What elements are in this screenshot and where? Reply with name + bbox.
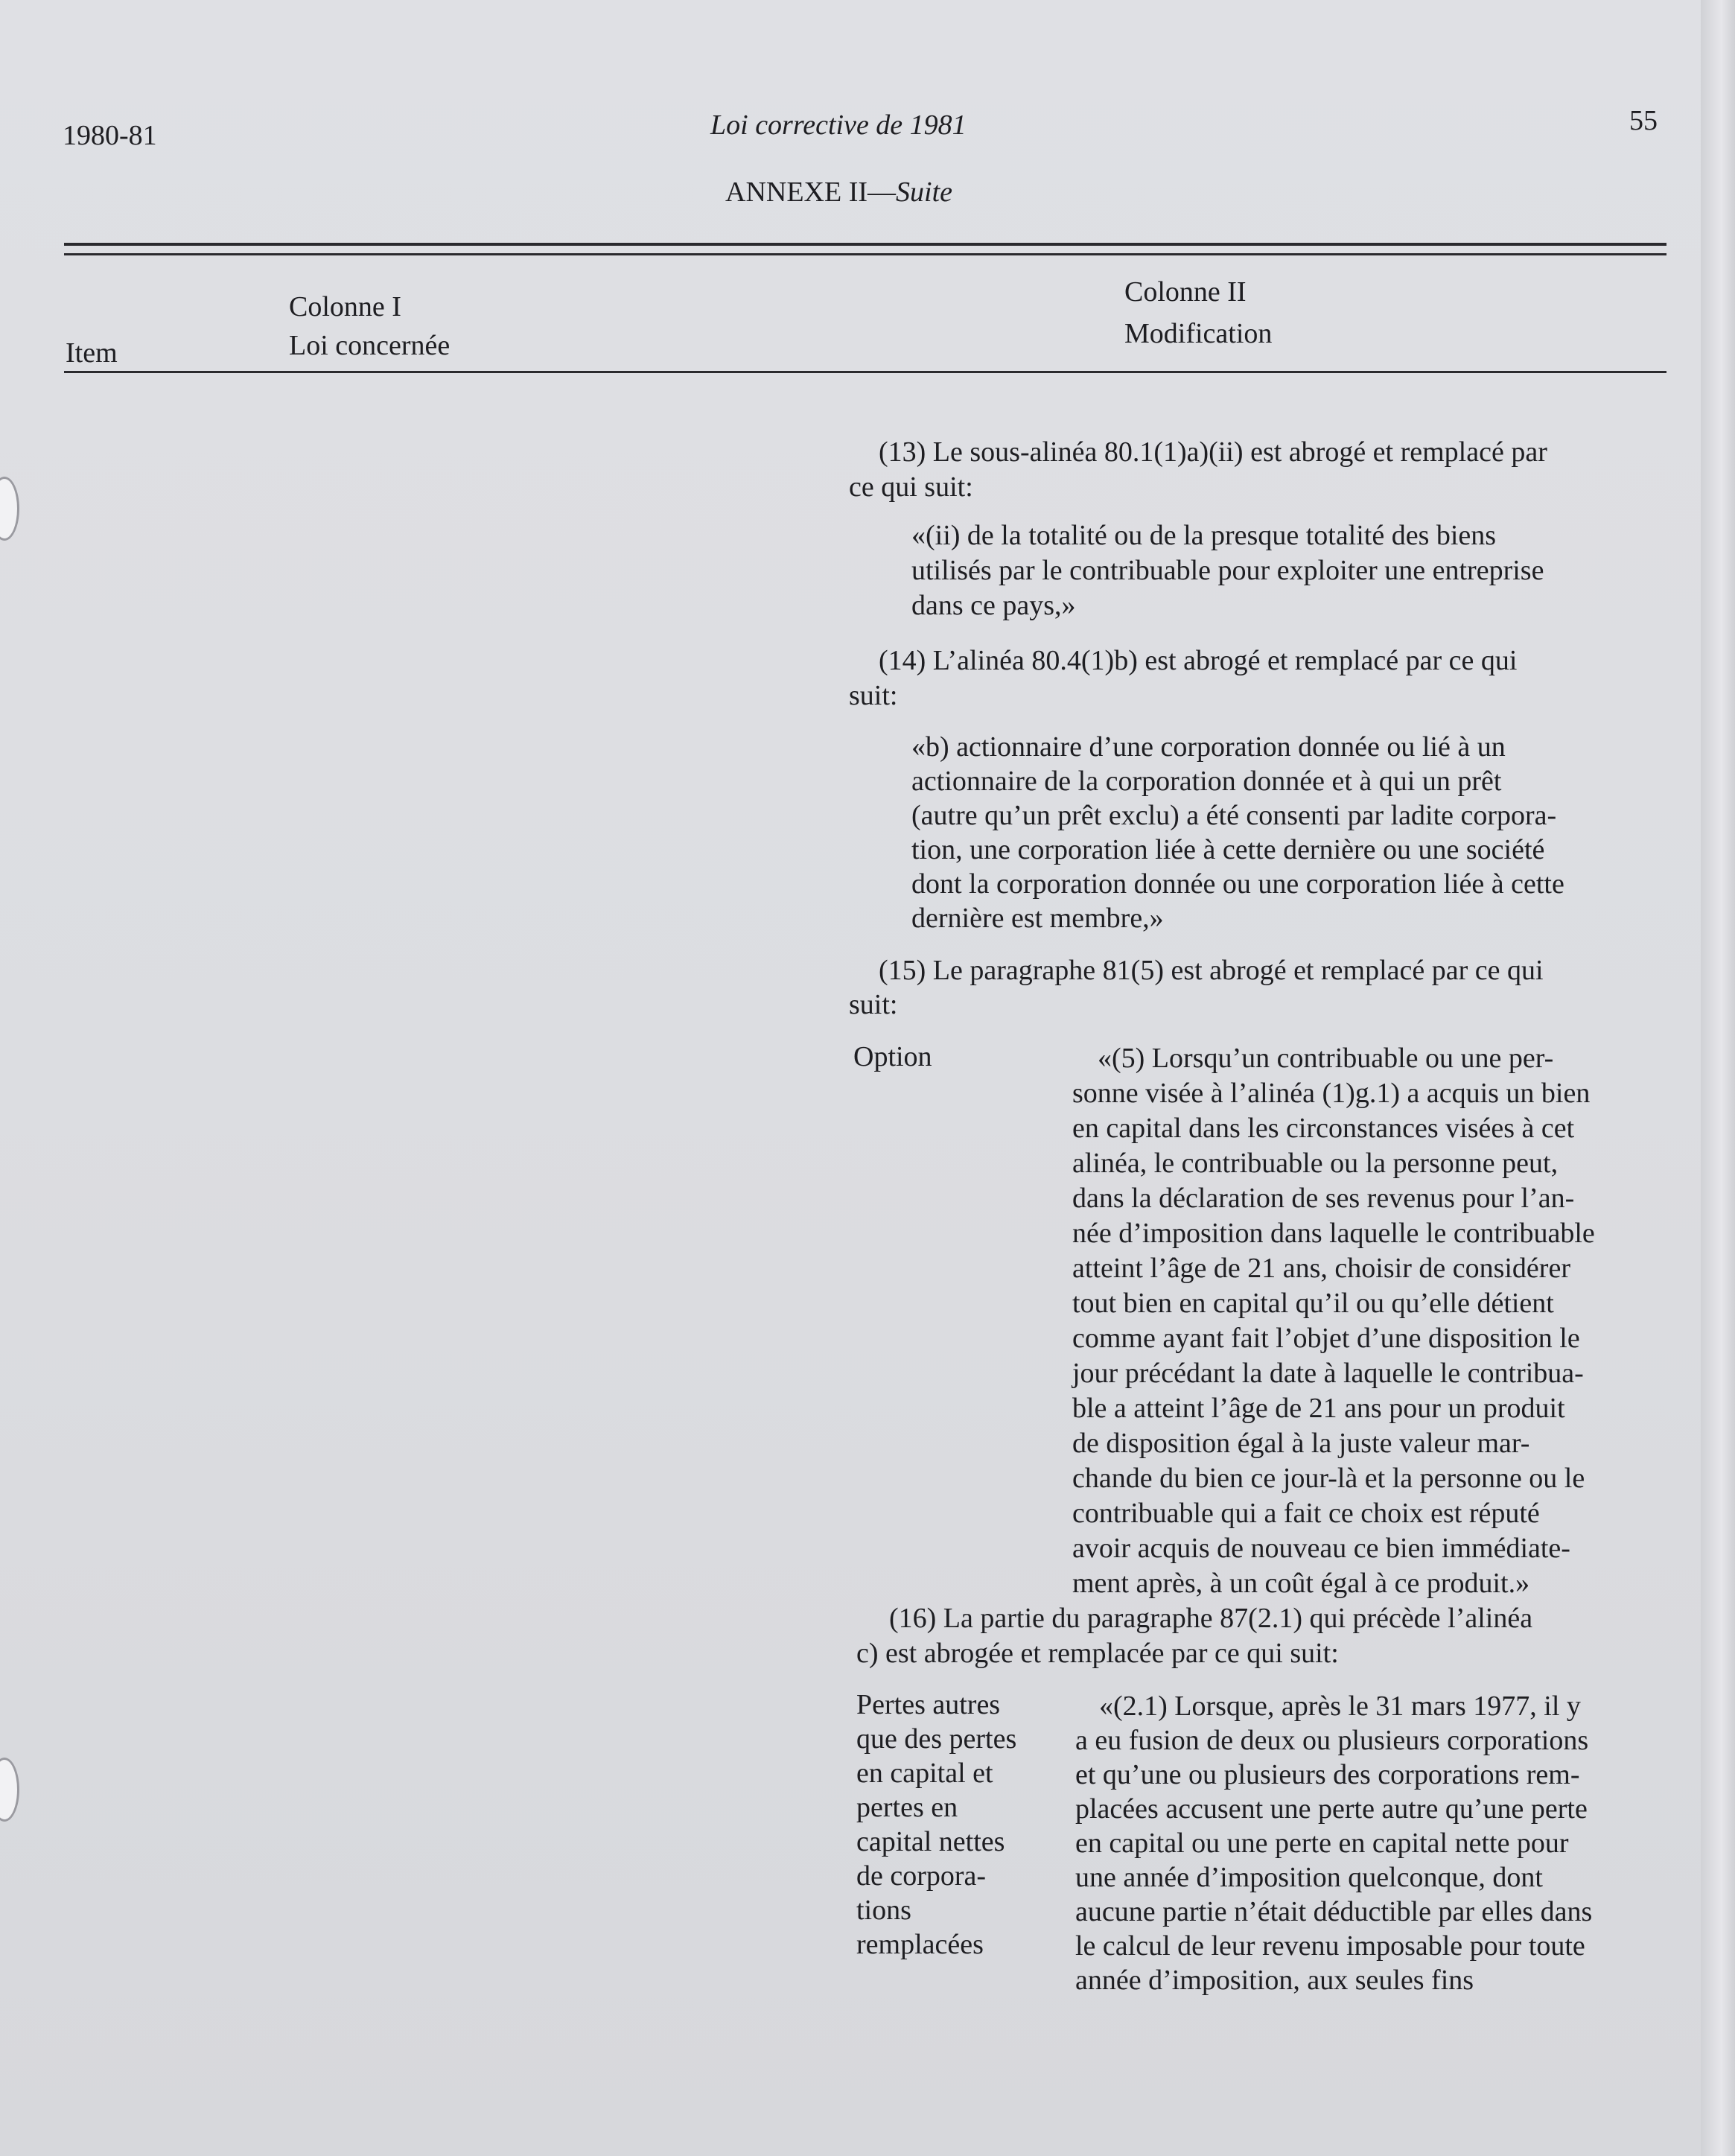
marginal-note-line: que des pertes <box>856 1723 1017 1755</box>
marginal-note-line: capital nettes <box>856 1826 1005 1857</box>
column-1-heading-line1: Colonne I <box>289 291 401 322</box>
page-edge <box>1701 0 1735 2156</box>
marginal-note-line: pertes en <box>856 1792 958 1823</box>
paragraph-14-body-line1: «b) actionnaire d’une corporation donnée ou lié à un <box>911 731 1506 763</box>
page-number: 55 <box>1629 105 1658 136</box>
paragraph-15-body-line: tout bien en capital qu’il ou qu’elle détient <box>1072 1288 1554 1319</box>
column-1-heading-line2: Loi concernée <box>289 330 451 361</box>
annex-heading-main: ANNEXE II— <box>725 177 897 208</box>
paragraph-15-body-line: avoir acquis de nouveau ce bien immédiate- <box>1072 1533 1570 1564</box>
marginal-note-line: en capital et <box>856 1758 993 1789</box>
paragraph-16-body-line: une année d’imposition quelconque, dont <box>1075 1862 1543 1893</box>
column-2-heading-line1: Colonne II <box>1124 276 1247 308</box>
paragraph-14-intro-line1: (14) L’alinéa 80.4(1)b) est abrogé et remplacé par ce qui <box>879 645 1518 676</box>
paragraph-14-body-line5: dont la corporation donnée ou une corporation liée à cette <box>911 868 1564 900</box>
paragraph-14-body-line6: dernière est membre,» <box>911 903 1164 934</box>
header-title: Loi corrective de 1981 <box>710 109 967 141</box>
column-item-heading: Item <box>66 337 118 369</box>
column-2-heading-line2: Modification <box>1124 318 1273 349</box>
paragraph-15-intro-line1: (15) Le paragraphe 81(5) est abrogé et remplacé par ce qui <box>879 955 1544 986</box>
paragraph-14-body-line4: tion, une corporation liée à cette dernière ou une société <box>911 834 1545 865</box>
marginal-note-line: remplacées <box>856 1929 984 1960</box>
paragraph-15-body-line: de disposition égal à la juste valeur mar- <box>1072 1428 1530 1459</box>
paragraph-16-body-line: le calcul de leur revenu imposable pour toute <box>1075 1930 1585 1962</box>
paragraph-15-body-line: née d’imposition dans laquelle le contribuable <box>1072 1218 1595 1249</box>
paragraph-15-intro-line2: suit: <box>849 989 898 1020</box>
table-rule-top <box>64 243 1666 246</box>
paragraph-15-body-line: comme ayant fait l’objet d’une disposition le <box>1072 1323 1580 1354</box>
marginal-note-option: Option <box>853 1041 932 1072</box>
paragraph-15-body-line: «(5) Lorsqu’un contribuable ou une per- <box>1098 1043 1554 1074</box>
paragraph-15-body-line: en capital dans les circonstances visées à cet <box>1072 1113 1575 1144</box>
paragraph-13-body-line3: dans ce pays,» <box>911 590 1076 621</box>
paragraph-15-body-line: chande du bien ce jour-là et la personne ou le <box>1072 1463 1585 1494</box>
annex-heading-suffix: Suite <box>896 177 952 208</box>
paragraph-15-body-line: alinéa, le contribuable ou la personne peut, <box>1072 1148 1559 1179</box>
paragraph-15-body-line: dans la déclaration de ses revenus pour l’an- <box>1072 1183 1575 1214</box>
paragraph-13-body-line2: utilisés par le contribuable pour exploiter une entreprise <box>911 555 1544 586</box>
marginal-note-line: tions <box>856 1895 911 1926</box>
binder-hole-top <box>0 477 19 541</box>
paragraph-16-body-line: placées accusent une perte autre qu’une perte <box>1075 1793 1588 1825</box>
paragraph-15-body-line: ment après, à un coût égal à ce produit.» <box>1072 1568 1530 1599</box>
paragraph-14-intro-line2: suit: <box>849 680 898 711</box>
paragraph-16-body-line: en capital ou une perte en capital nette pour <box>1075 1828 1569 1859</box>
paragraph-13-body-line1: «(ii) de la totalité ou de la presque totalité des biens <box>911 520 1497 551</box>
header-year: 1980-81 <box>63 120 157 151</box>
binder-hole-bottom <box>0 1758 19 1822</box>
paragraph-16-body-line: année d’imposition, aux seules fins <box>1075 1965 1474 1996</box>
marginal-note-line: Pertes autres <box>856 1689 1001 1720</box>
paragraph-16-body-line: aucune partie n’était déductible par elles dans <box>1075 1896 1593 1927</box>
marginal-note-line: de corpora- <box>856 1860 987 1892</box>
paragraph-16-intro-line1: (16) La partie du paragraphe 87(2.1) qui précède l’alinéa <box>889 1603 1533 1634</box>
paragraph-14-body-line3: (autre qu’un prêt exclu) a été consenti par ladite corpora- <box>911 800 1557 831</box>
paragraph-16-intro-line2: c) est abrogée et remplacée par ce qui suit: <box>856 1638 1339 1669</box>
paragraph-15-body-line: jour précédant la date à laquelle le contribua- <box>1072 1358 1584 1389</box>
paragraph-16-body-line: et qu’une ou plusieurs des corporations rem- <box>1075 1759 1580 1790</box>
paragraph-15-body-line: contribuable qui a fait ce choix est réputé <box>1072 1498 1540 1529</box>
paragraph-15-body-line: sonne visée à l’alinéa (1)g.1) a acquis un bien <box>1072 1078 1591 1109</box>
table-rule-bottom <box>64 371 1666 373</box>
table-rule-top-inner <box>64 253 1666 255</box>
paragraph-15-body-line: ble a atteint l’âge de 21 ans pour un produit <box>1072 1393 1565 1424</box>
annex-heading <box>725 176 952 209</box>
paragraph-15-body-line: atteint l’âge de 21 ans, choisir de considérer <box>1072 1253 1570 1284</box>
paragraph-14-body-line2: actionnaire de la corporation donnée et à qui un prêt <box>911 766 1502 797</box>
paragraph-13-intro-line1: (13) Le sous-alinéa 80.1(1)a)(ii) est abrogé et remplacé par <box>879 436 1547 468</box>
paragraph-16-body-line: a eu fusion de deux ou plusieurs corporations <box>1075 1725 1589 1756</box>
paragraph-16-body-line: «(2.1) Lorsque, après le 31 mars 1977, il y <box>1099 1691 1581 1722</box>
paragraph-13-intro-line2: ce qui suit: <box>849 471 973 503</box>
